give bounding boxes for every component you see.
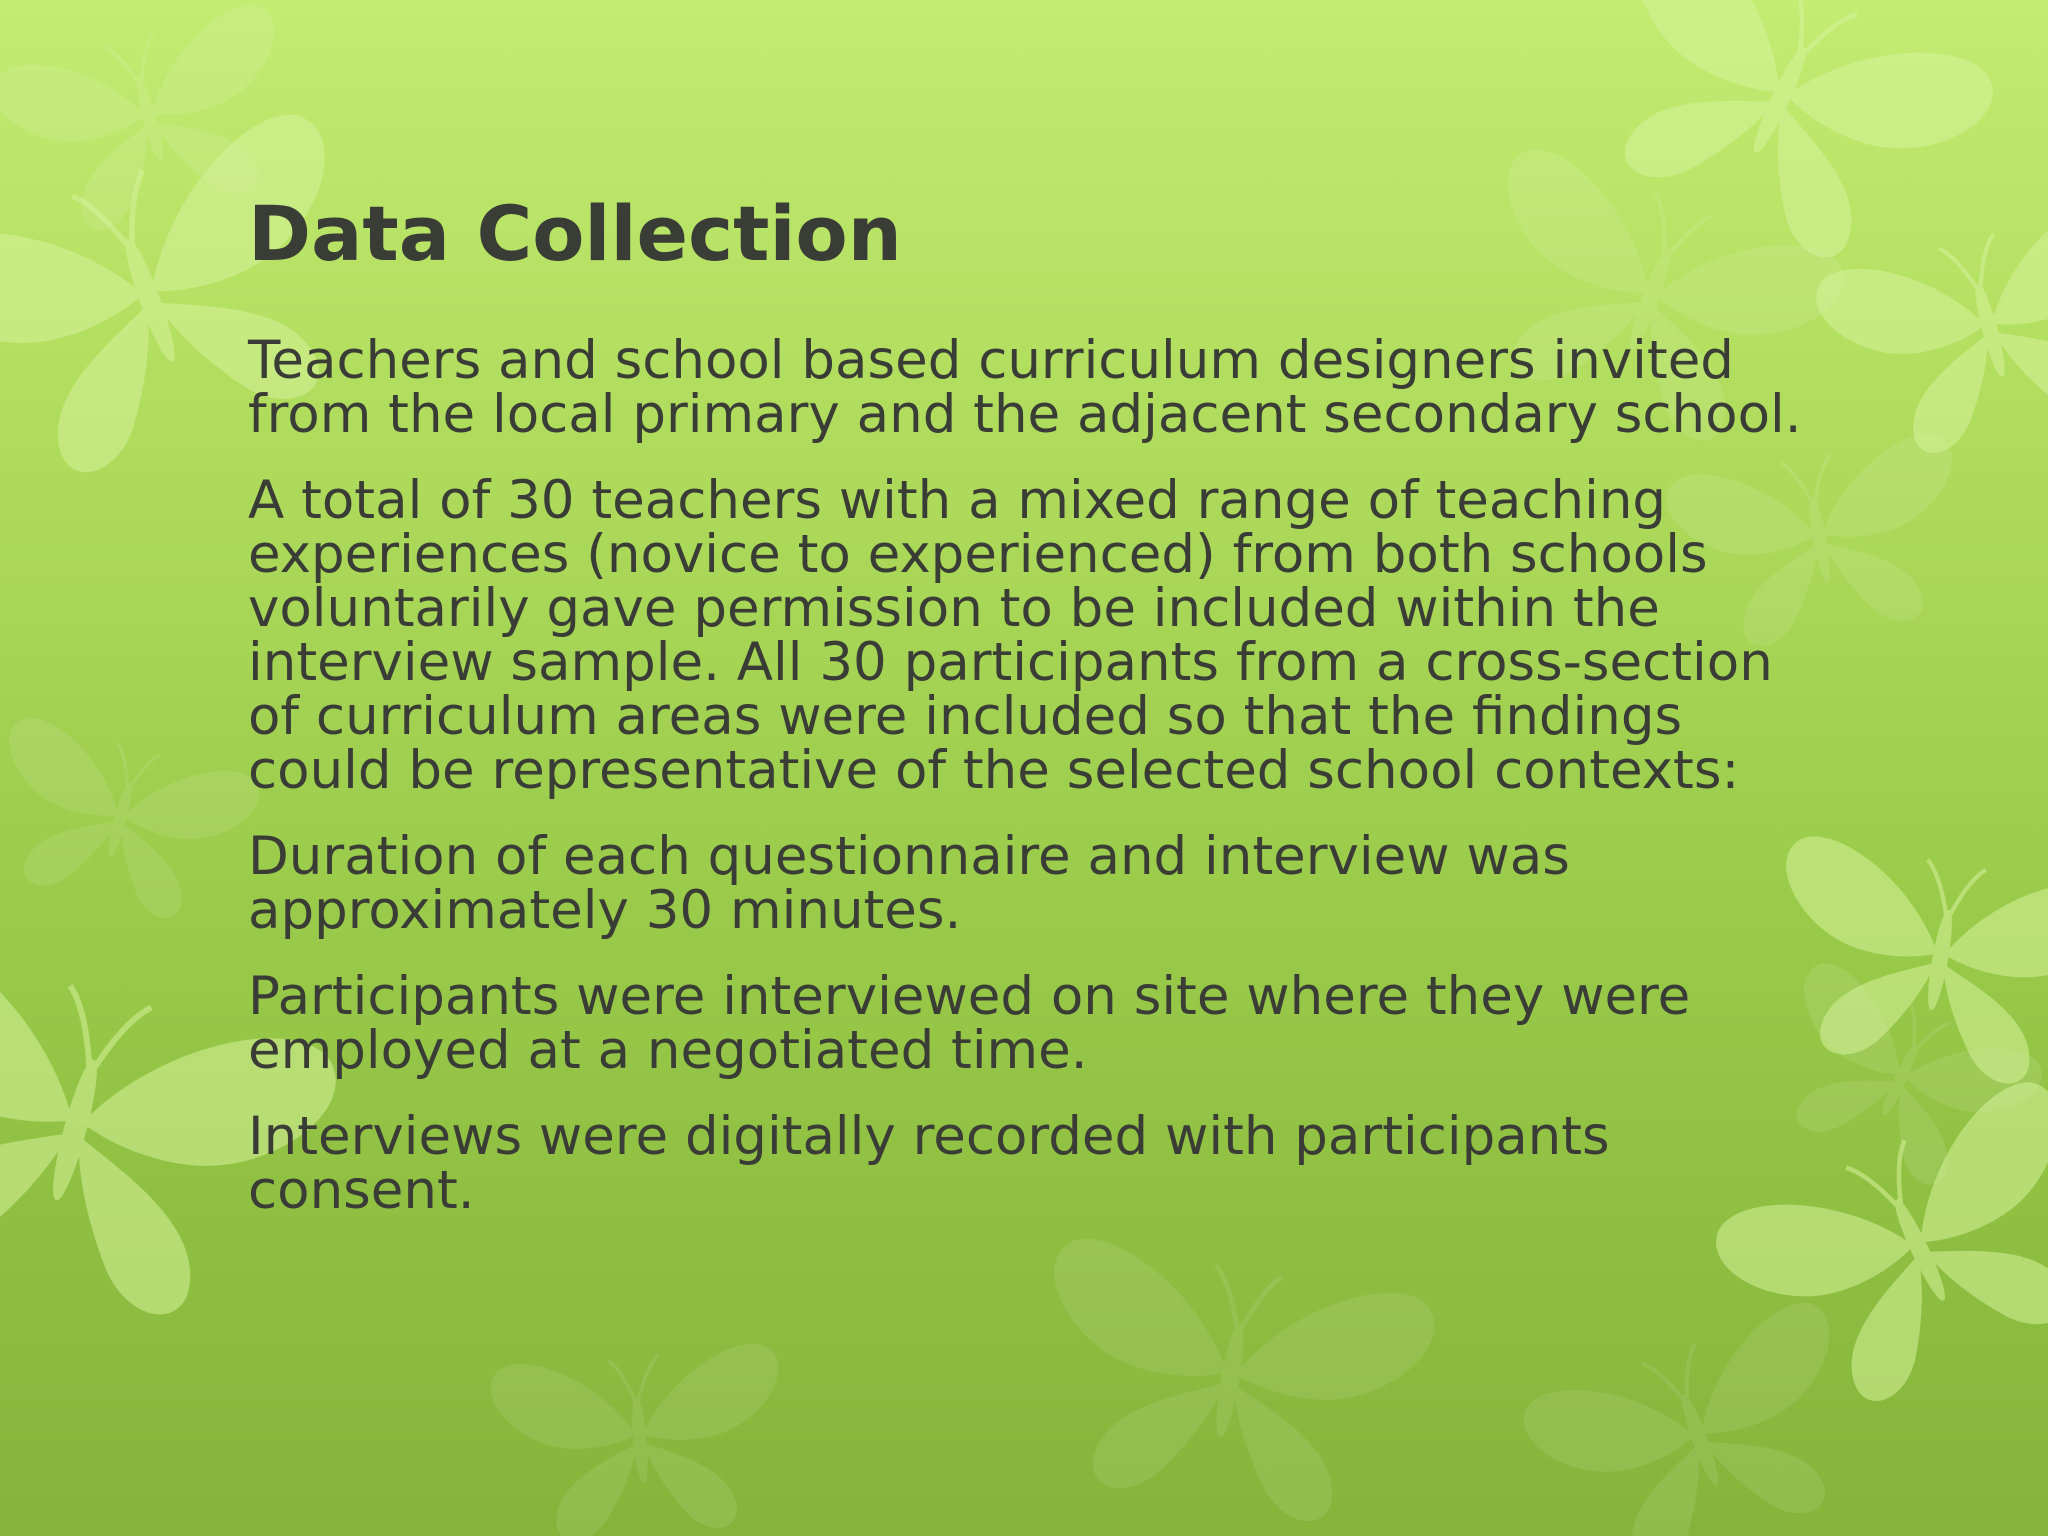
paragraph-sample-description: A total of 30 teachers with a mixed range of teaching experiences (novice to experienced) from both schools voluntarily gave permission to be included within the interview sample. All 30 participants from a cross-section of curriculum areas were included so that the findings could be representative of the selected school contexts: bbox=[248, 470, 1773, 801]
paragraph-duration: Duration of each questionnaire and interview was approximately 30 minutes. bbox=[248, 826, 1570, 941]
paragraph-recording-consent: Interviews were digitally recorded with participants consent. bbox=[248, 1106, 1610, 1221]
paragraph-participants-invited: Teachers and school based curriculum designers invited from the local primary and the adjacent secondary school. bbox=[248, 330, 1802, 445]
paragraph-interview-location: Participants were interviewed on site where they were employed at a negotiated time. bbox=[248, 966, 1691, 1081]
slide-content bbox=[248, 190, 1808, 1250]
slide-title: Data Collection bbox=[248, 189, 902, 278]
